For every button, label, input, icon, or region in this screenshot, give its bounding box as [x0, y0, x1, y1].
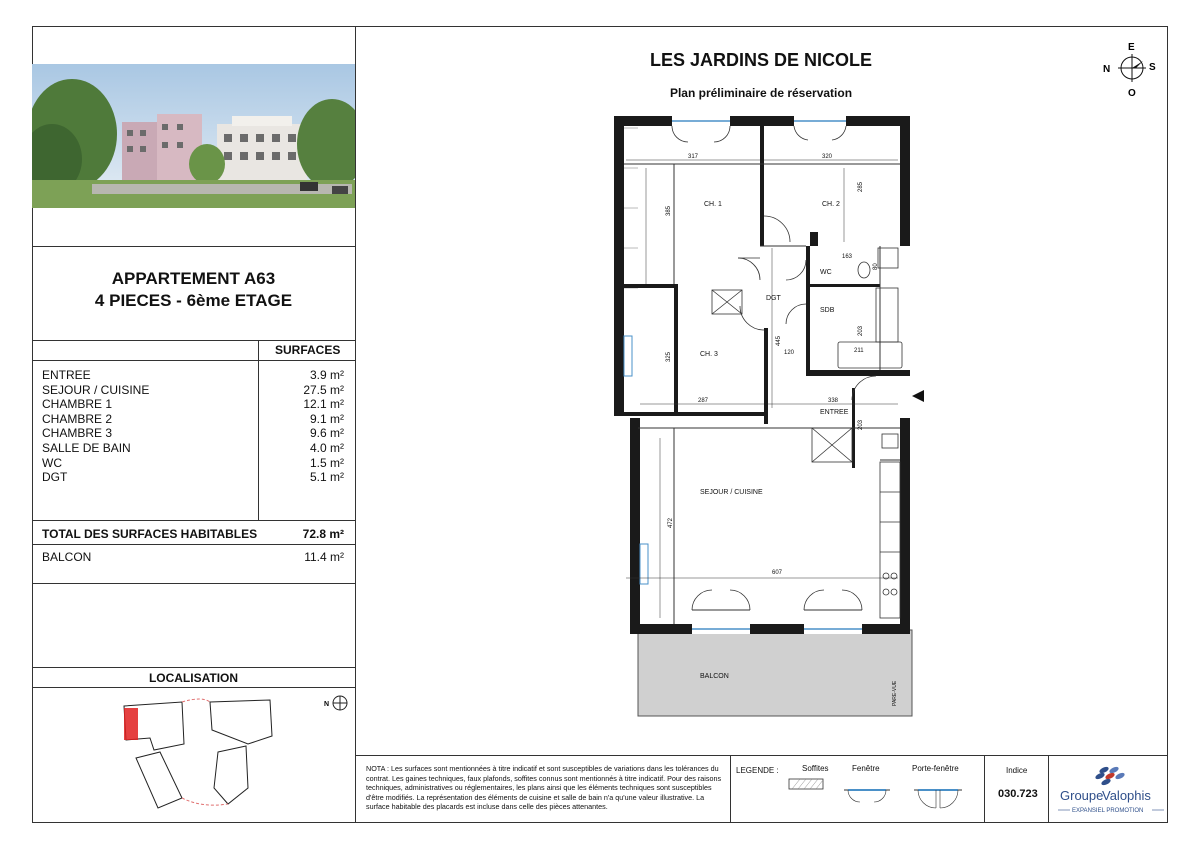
highlighted-apartment-block	[124, 708, 138, 740]
company-logo-icon	[1056, 762, 1166, 818]
surfaces-list	[42, 368, 344, 485]
logo-text-valophis: Valophis	[1102, 788, 1151, 803]
room-label: ENTREE	[42, 368, 91, 382]
room-area: 27.5 m²	[303, 382, 344, 397]
legend-porte-fenetre-label: Porte-fenêtre	[912, 764, 959, 773]
compass-e: E	[1128, 42, 1135, 53]
floor-plan	[600, 108, 930, 720]
indice-value: 030.723	[998, 788, 1038, 800]
apartment-rooms-floor: 4 PIECES - 6ème ETAGE	[94, 291, 293, 310]
interior-walls	[624, 126, 880, 468]
divider	[1048, 756, 1049, 823]
list-item	[42, 412, 344, 427]
list-item	[42, 426, 344, 441]
room-area: 3.9 m²	[309, 368, 344, 382]
site-location-map	[32, 688, 355, 822]
apartment-number: APPARTEMENT A63	[111, 269, 276, 288]
dimension-label: 317	[688, 154, 699, 160]
total-surface-row	[42, 527, 344, 541]
divider	[32, 340, 355, 341]
room-area: 9.6 m²	[309, 426, 344, 441]
balcony-area	[638, 630, 912, 716]
total-label: TOTAL DES SURFACES HABITABLES	[42, 527, 258, 541]
north-arrow-icon	[324, 696, 347, 710]
dimension-label: 285	[858, 181, 864, 192]
list-item	[42, 470, 344, 485]
room-area: 9.1 m²	[309, 411, 344, 426]
disclaimer-note: NOTA : Les surfaces sont mentionnées à titre indicatif et sont susceptibles de variations dans les tolérances du contrat. Les gaines techniques, faux plafonds, soffites connus sont mentionnés à titre indicatif. Pour des raisons techniques, administratives ou réglementaires, les plans ainsi que les éléments techniques sont susceptibles d'être modifiés. La représentation des éléments de cuisine et salle de bain n'a qu'une valeur illustrative. La surface habitable des placards est incluse dans celle des pièces attenantes.	[366, 764, 722, 812]
logo-text-groupe: Groupe	[1060, 788, 1104, 803]
dimension-label: 80	[873, 263, 879, 270]
divider	[32, 583, 355, 584]
divider	[32, 667, 355, 668]
room-label-ch1: CH. 1	[704, 201, 722, 208]
localisation-title: LOCALISATION	[148, 671, 239, 685]
divider	[984, 756, 985, 823]
room-label: CHAMBRE 1	[42, 397, 113, 412]
kitchen-counter	[880, 434, 900, 618]
balcony-label: BALCON	[42, 550, 92, 564]
room-label: DGT	[42, 470, 68, 485]
compass-rose-icon	[1098, 40, 1162, 100]
entrance-arrow-icon	[912, 390, 924, 402]
dimension-label: 320	[822, 154, 833, 160]
indice-label: Indice	[1006, 766, 1028, 775]
compass-n: N	[1103, 64, 1111, 75]
room-area: 12.1 m²	[303, 397, 344, 412]
north-label: N	[324, 701, 330, 708]
plan-subtitle: Plan préliminaire de réservation	[669, 86, 853, 100]
soffites-symbol-icon	[788, 778, 826, 792]
balcony-value: 11.4 m²	[304, 550, 344, 564]
bathroom-fixtures	[838, 248, 902, 368]
balcony-surface-row	[42, 550, 344, 564]
building-render-image	[32, 64, 355, 208]
divider	[32, 520, 355, 521]
room-label-sdb: SDB	[820, 307, 835, 314]
room-label-wc: WC	[820, 269, 832, 276]
dimension-label: 211	[854, 348, 864, 354]
dimension-label: 385	[666, 205, 672, 216]
dimension-label: 203	[858, 419, 864, 430]
room-area: 4.0 m²	[309, 440, 344, 455]
french-window-symbol-icon	[912, 784, 964, 816]
dimension-label: 287	[698, 398, 709, 404]
info-column	[32, 26, 356, 823]
dimension-label: 203	[858, 325, 864, 336]
dimension-label: 338	[828, 398, 839, 404]
dimension-label: 607	[772, 570, 783, 576]
list-item	[42, 441, 344, 456]
dimension-label: 120	[784, 350, 795, 356]
total-value: 72.8 m²	[302, 527, 344, 541]
divider	[32, 360, 355, 361]
legend-soffites-label: Soffites	[802, 764, 829, 773]
room-label: CHAMBRE 2	[42, 411, 113, 426]
surfaces-header: SURFACES	[275, 343, 341, 357]
window-symbol-icon	[842, 786, 892, 808]
dimension-label: 325	[666, 351, 672, 362]
room-label: SALLE DE BAIN	[42, 440, 131, 455]
compass-o: O	[1128, 88, 1136, 99]
room-label-sejour: SEJOUR / CUISINE	[700, 489, 763, 496]
room-label-balcon: BALCON	[700, 673, 729, 680]
legend-fenetre-label: Fenêtre	[852, 764, 880, 773]
list-item	[42, 397, 344, 412]
divider	[32, 544, 355, 545]
apartment-title	[32, 268, 355, 312]
list-item	[42, 383, 344, 398]
room-label: WC	[42, 455, 62, 470]
list-item	[42, 368, 344, 383]
room-label-entree: ENTREE	[820, 409, 849, 416]
logo-subtitle: EXPANSIEL PROMOTION	[1072, 808, 1144, 814]
privacy-screen-label: PARE-VUE	[892, 680, 898, 706]
legend-title: LEGENDE :	[736, 766, 779, 775]
room-label-ch3: CH. 3	[700, 351, 718, 358]
divider	[32, 246, 355, 247]
footer-bar	[356, 755, 1167, 822]
divider	[730, 756, 731, 823]
dimension-label: 472	[668, 517, 674, 528]
dimension-label: 445	[776, 335, 782, 346]
room-area: 1.5 m²	[309, 455, 344, 470]
project-title: LES JARDINS DE NICOLE	[649, 50, 873, 70]
room-label-ch2: CH. 2	[822, 201, 840, 208]
groupe-valophis-logo	[1056, 762, 1166, 818]
room-label: CHAMBRE 3	[42, 426, 113, 441]
room-label: SEJOUR / CUISINE	[42, 382, 150, 397]
compass-s: S	[1149, 62, 1156, 73]
list-item	[42, 456, 344, 471]
room-label-dgt: DGT	[766, 295, 781, 302]
room-area: 5.1 m²	[309, 470, 344, 485]
dimension-label: 163	[842, 254, 853, 260]
